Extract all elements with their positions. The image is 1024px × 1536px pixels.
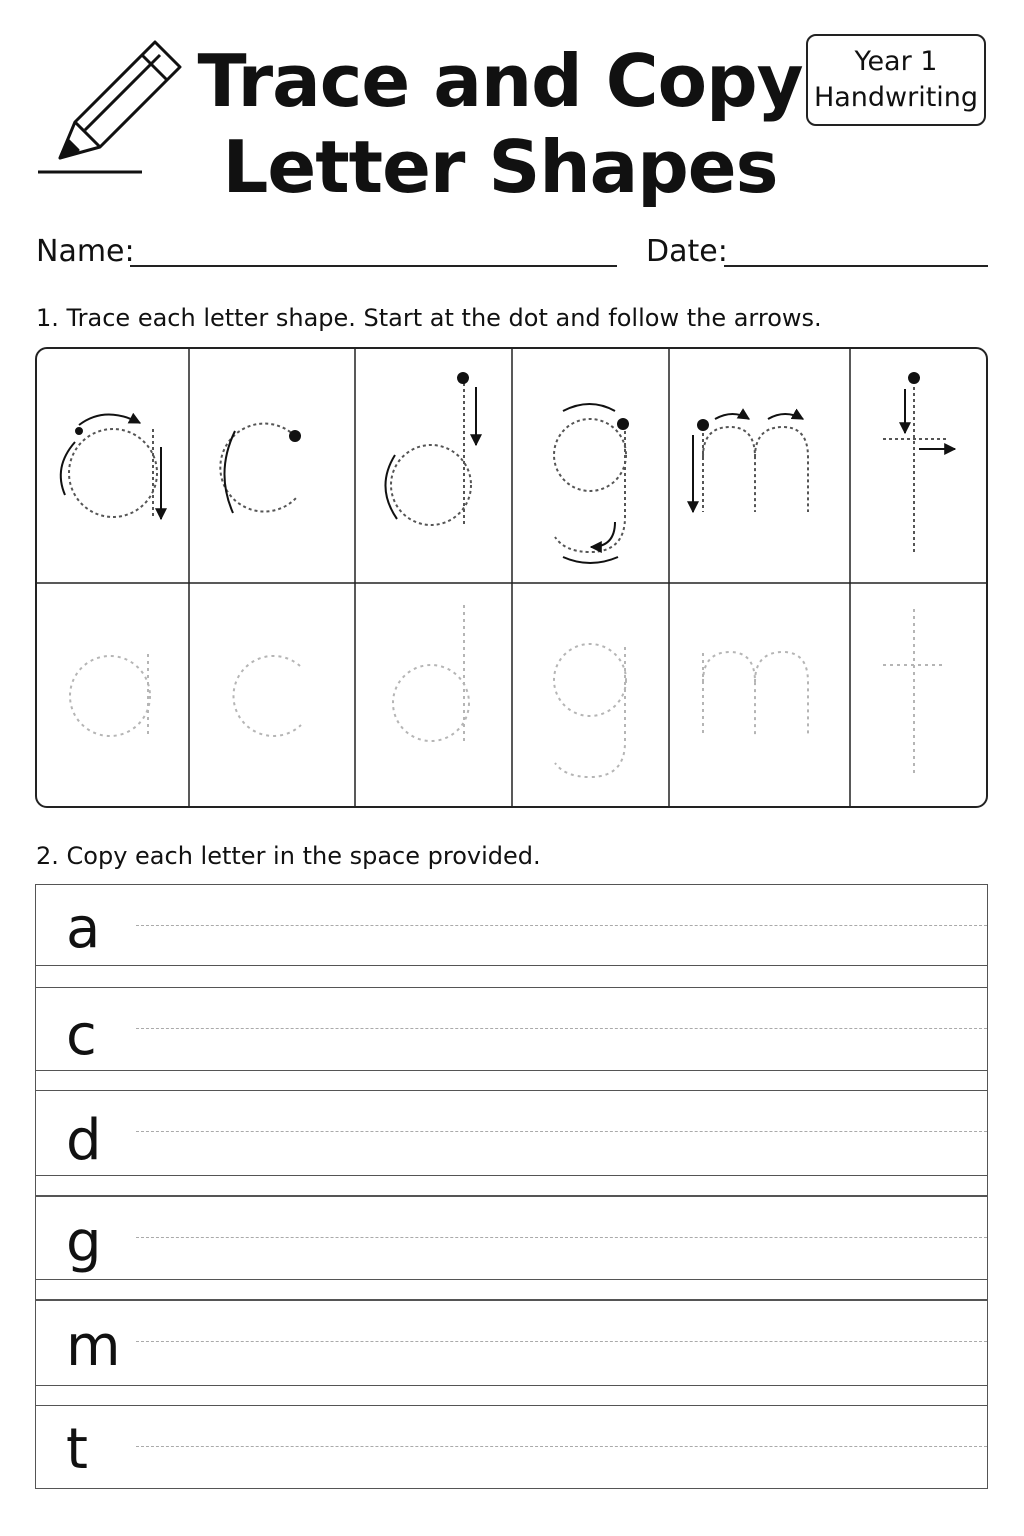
page-title	[190, 38, 810, 210]
copy-row-g[interactable]	[35, 1196, 988, 1300]
grade-badge	[806, 34, 986, 126]
dotted-letter-t	[883, 609, 945, 775]
copy-instruction: 2. Copy each letter in the space provided.	[36, 842, 541, 870]
model-letter: a	[66, 896, 101, 961]
arrow-icon	[693, 414, 803, 512]
dotted-letter-m	[703, 652, 808, 735]
dotted-letter-g	[554, 644, 626, 777]
name-field[interactable]	[130, 265, 617, 267]
model-letter: t	[66, 1417, 88, 1482]
dotted-letter-a	[70, 654, 150, 737]
dotted-letter-c	[233, 656, 301, 736]
arrow-icon	[905, 372, 955, 449]
model-letter: g	[66, 1210, 102, 1275]
copy-row-m[interactable]	[35, 1300, 988, 1406]
trace-letter-m	[703, 427, 808, 512]
dotted-letter-d	[393, 605, 469, 743]
title-line-1: Trace and Copy	[197, 39, 803, 123]
badge-line-1: Year 1	[854, 46, 938, 77]
copy-row-a[interactable]	[35, 884, 988, 988]
title-line-2: Letter Shapes	[222, 125, 778, 209]
copy-row-c[interactable]	[35, 987, 988, 1091]
pencil-icon	[30, 30, 190, 180]
copy-row-d[interactable]	[35, 1090, 988, 1196]
date-field[interactable]	[724, 265, 988, 267]
trace-letter-d	[391, 377, 471, 525]
badge-line-2: Handwriting	[813, 82, 979, 113]
model-letter: d	[66, 1108, 102, 1173]
trace-grid	[35, 347, 988, 808]
trace-letter-g	[554, 419, 626, 552]
date-label: Date:	[646, 234, 728, 269]
model-letter: c	[66, 1003, 97, 1068]
trace-letter-a	[69, 429, 157, 517]
trace-instruction: 1. Trace each letter shape. Start at the dot and follow the arrows.	[36, 304, 822, 332]
name-label: Name:	[36, 234, 135, 269]
trace-letter-t	[883, 387, 947, 555]
model-letter: m	[66, 1314, 121, 1379]
copy-row-t[interactable]	[35, 1405, 988, 1489]
